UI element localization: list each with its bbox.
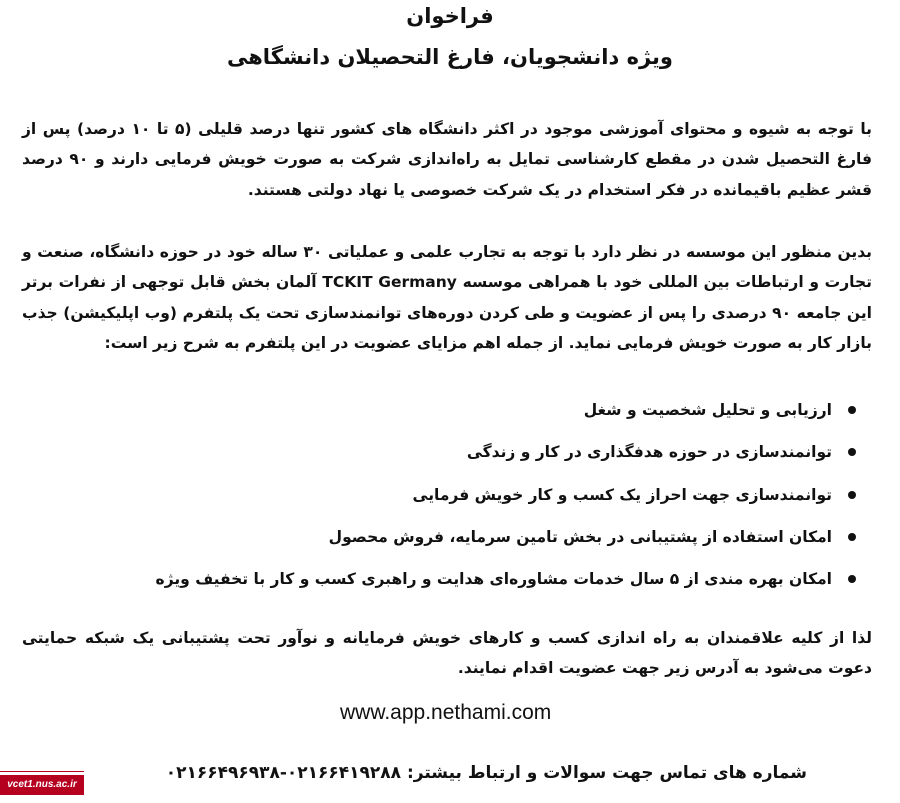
website-link[interactable]: www.app.nethami.com (340, 701, 552, 724)
benefit-text: ارزیابی و تحلیل شخصیت و شغل (583, 401, 832, 419)
bullet-icon (848, 575, 856, 583)
list-item (36, 437, 856, 479)
benefit-text: امکان بهره مندی از ۵ سال خدمات مشاوره‌ای هدایت و راهبری کسب و کار با تخفیف ویژه (155, 570, 832, 589)
page-subtitle: ویژه دانشجویان، فارغ التحصیلان دانشگاهی (227, 45, 673, 69)
list-item (36, 395, 856, 437)
bullet-icon (848, 491, 856, 499)
list-item (36, 480, 856, 522)
benefit-text: توانمندسازی جهت احراز یک کسب و کار خویش فرمایی (412, 485, 832, 504)
list-item (36, 564, 856, 606)
site-badge[interactable]: vcet1.nus.ac.ir (0, 775, 84, 795)
benefit-text: توانمندسازی در حوزه هدفگذاری در کار و زندگی (466, 443, 832, 462)
list-item (36, 522, 856, 564)
bullet-icon (848, 448, 856, 456)
page-title: فراخوان (406, 4, 494, 28)
purpose-paragraph: بدین منظور این موسسه در نظر دارد با توجه به تجارب علمی و عملیاتی ۳۰ ساله خود در حوزه دانشگاه، صنعت و تجارت و ارتباطات بین المللی خود با همراهی موسسه TCKIT Germany آلمان بخش قابل توجهی از نفرات برتر این جامعه ۹۰ درصدی را پس از عضویت و طی کردن دوره‌های توانمندسازی تحت یک پلتفرم (وب اپلیکیشن) جذب بازار کار به صورت خویش فرمایی نماید. از جمله اهم مزایای عضویت در این پلتفرم به شرح زیر است: (22, 243, 872, 353)
invitation-paragraph: لذا از کلیه علاقمندان به راه اندازی کسب و کارهای خویش فرمایانه و نوآور تحت پشتیبانی یک شبکه حمایتی دعوت می‌شود به آدرس زیر جهت عضویت اقدام نمایند. (22, 629, 872, 678)
benefits-list (36, 395, 856, 606)
contact-numbers: شماره های تماس جهت سوالات و ارتباط بیشتر: ۰۲۱۶۶۴۱۹۲۸۸-۰۲۱۶۶۴۹۶۹۳۸ (165, 763, 807, 783)
bullet-icon (848, 406, 856, 414)
bullet-icon (848, 533, 856, 541)
intro-paragraph: با توجه به شیوه و محتوای آموزشی موجود در اکثر دانشگاه های کشور تنها درصد قلیلی (۵ تا ۱۰ درصد) پس از فارغ التحصیل شدن در مقطع کارشناسی تمایل به راه‌اندازی شرکت به صورت خویش فرمایی دارند و ۹۰ درصد قشر عظیم باقیمانده در فکر استخدام در یک شرکت خصوصی یا نهاد دولتی هستند. (22, 120, 872, 199)
benefit-text: امکان استفاده از پشتیبانی در بخش تامین سرمایه، فروش محصول (328, 527, 832, 546)
